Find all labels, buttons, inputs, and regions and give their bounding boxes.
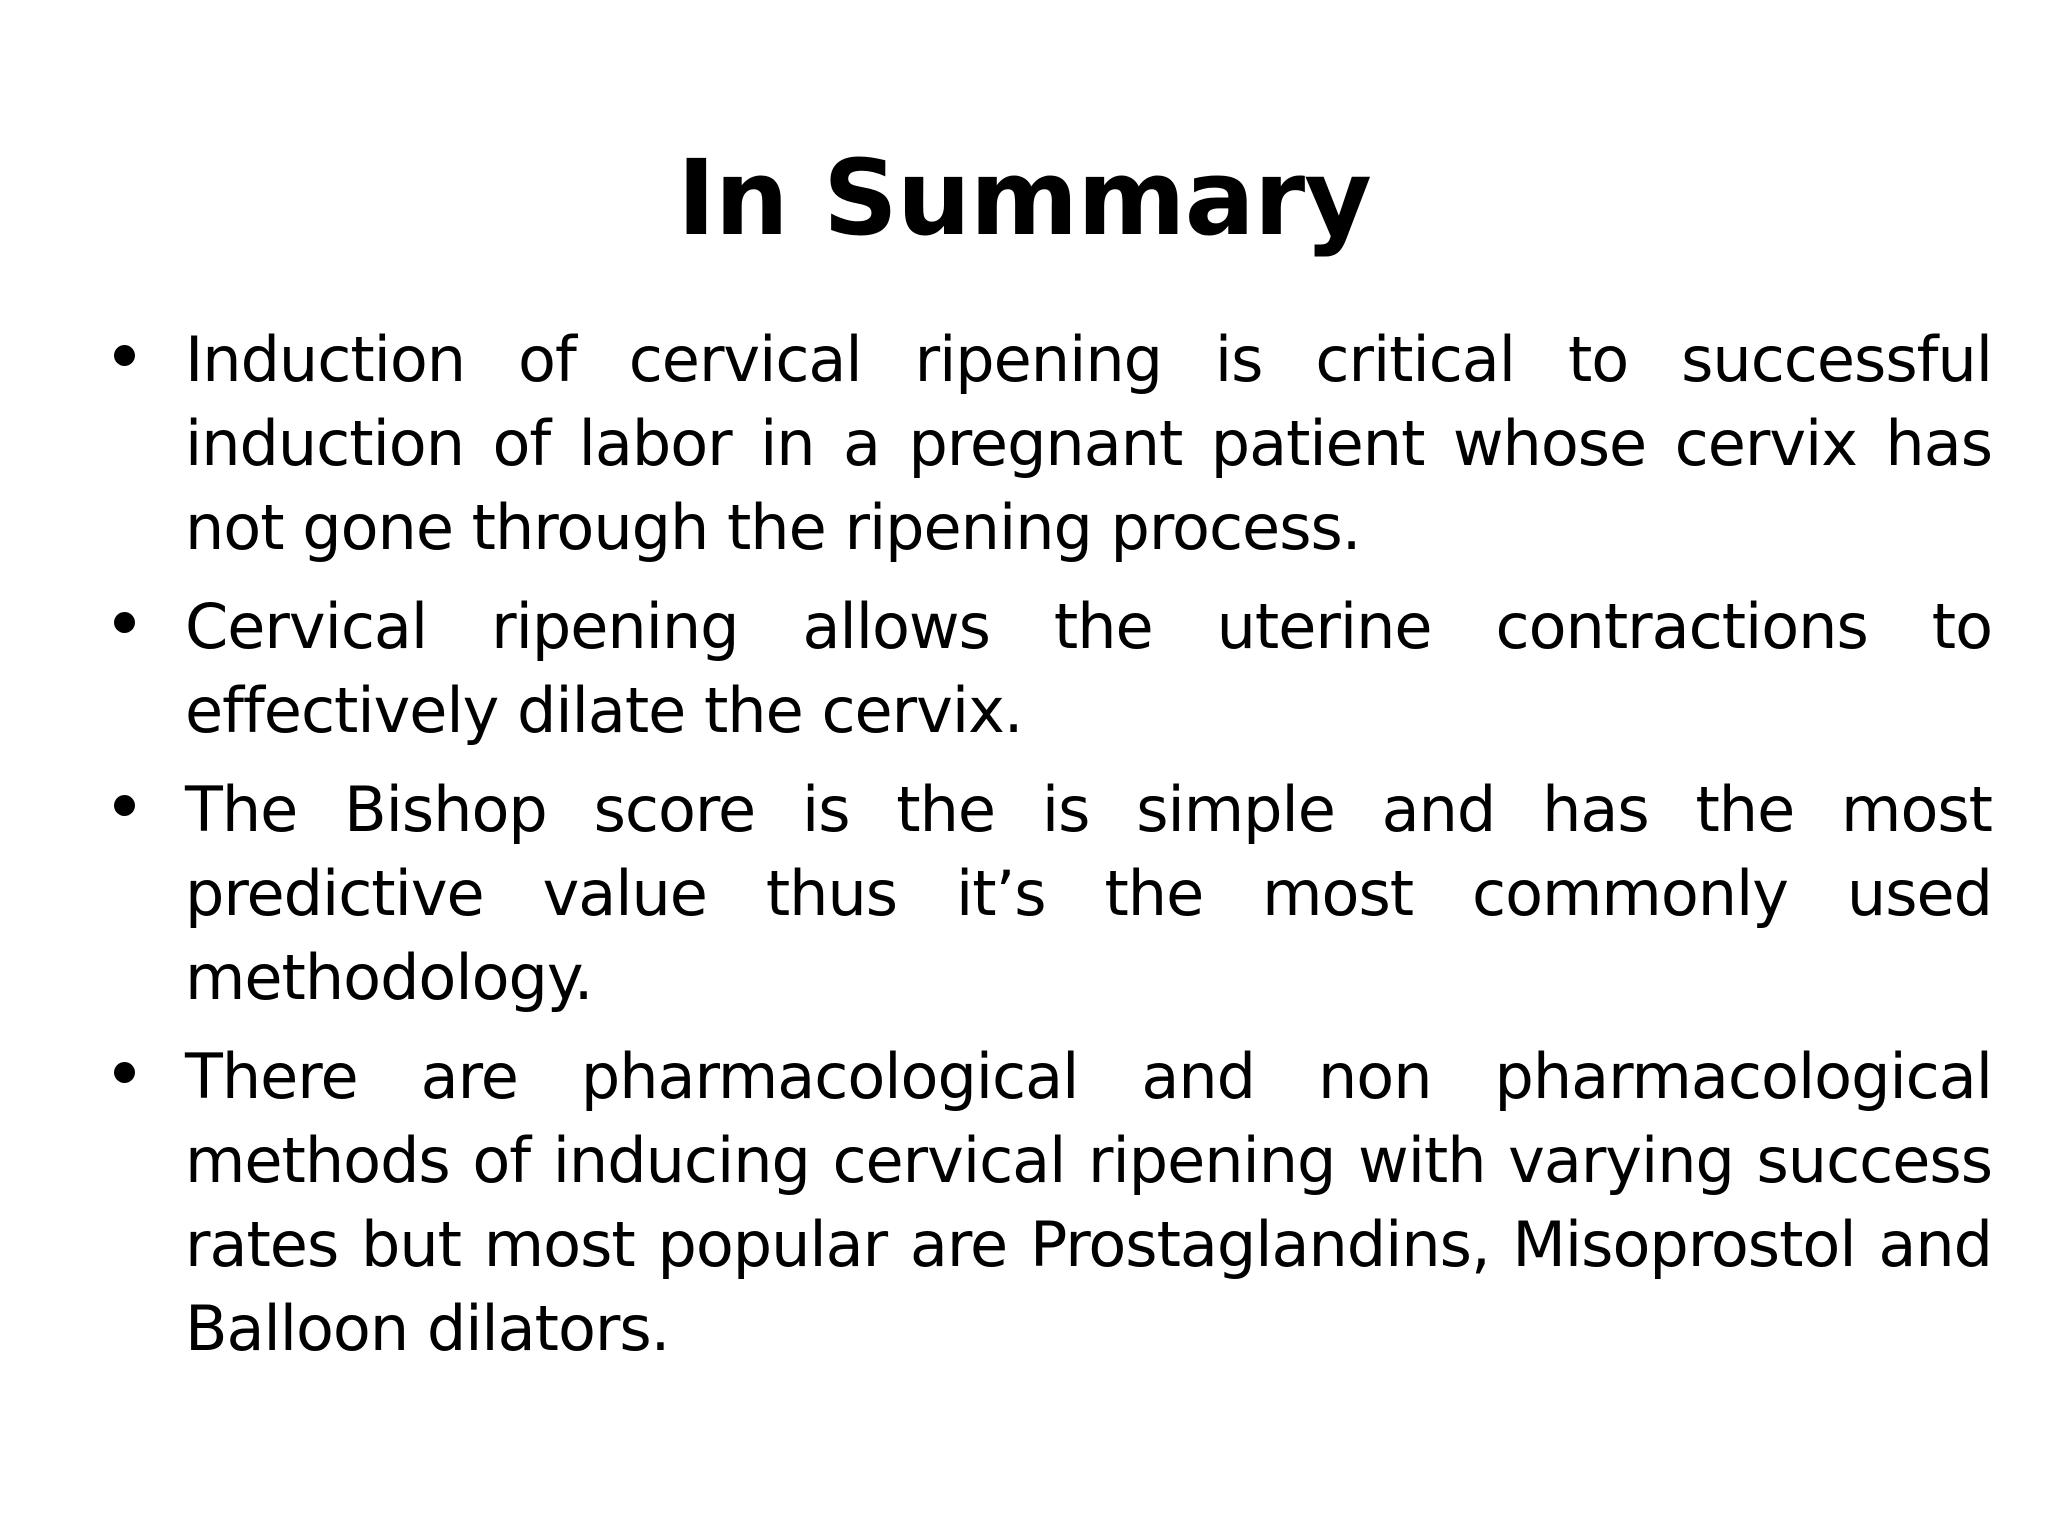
bullet-dot-icon [114, 612, 135, 633]
bullet-text: Cervical ripening allows the uterine contractions to effectively dilate the cervix. [185, 590, 1992, 747]
bullet-text: Induction of cervical ripening is critical to successful induction of labor in a pregnant patient whose cervix has not gone through the ripening process. [185, 323, 1992, 564]
bullet-text: The Bishop score is the is simple and has the most predictive value thus it’s the most commonly used methodology. [185, 773, 1992, 1014]
slide-title: In Summary [677, 137, 1371, 259]
bullet-dot-icon [114, 795, 135, 816]
bullet-dot-icon [114, 1062, 135, 1083]
bullet-item [100, 585, 1992, 753]
bullet-text: There are pharmacological and non pharmacological methods of inducing cervical ripening with varying success rates but most popular are Prostaglandins, Misoprostol and Balloon dilators. [185, 1040, 1992, 1365]
bullet-item [100, 318, 1992, 570]
bullet-dot-icon [114, 345, 135, 366]
bullet-item [100, 768, 1992, 1020]
bullet-item [100, 1035, 1992, 1371]
bullet-list [100, 318, 1992, 1386]
